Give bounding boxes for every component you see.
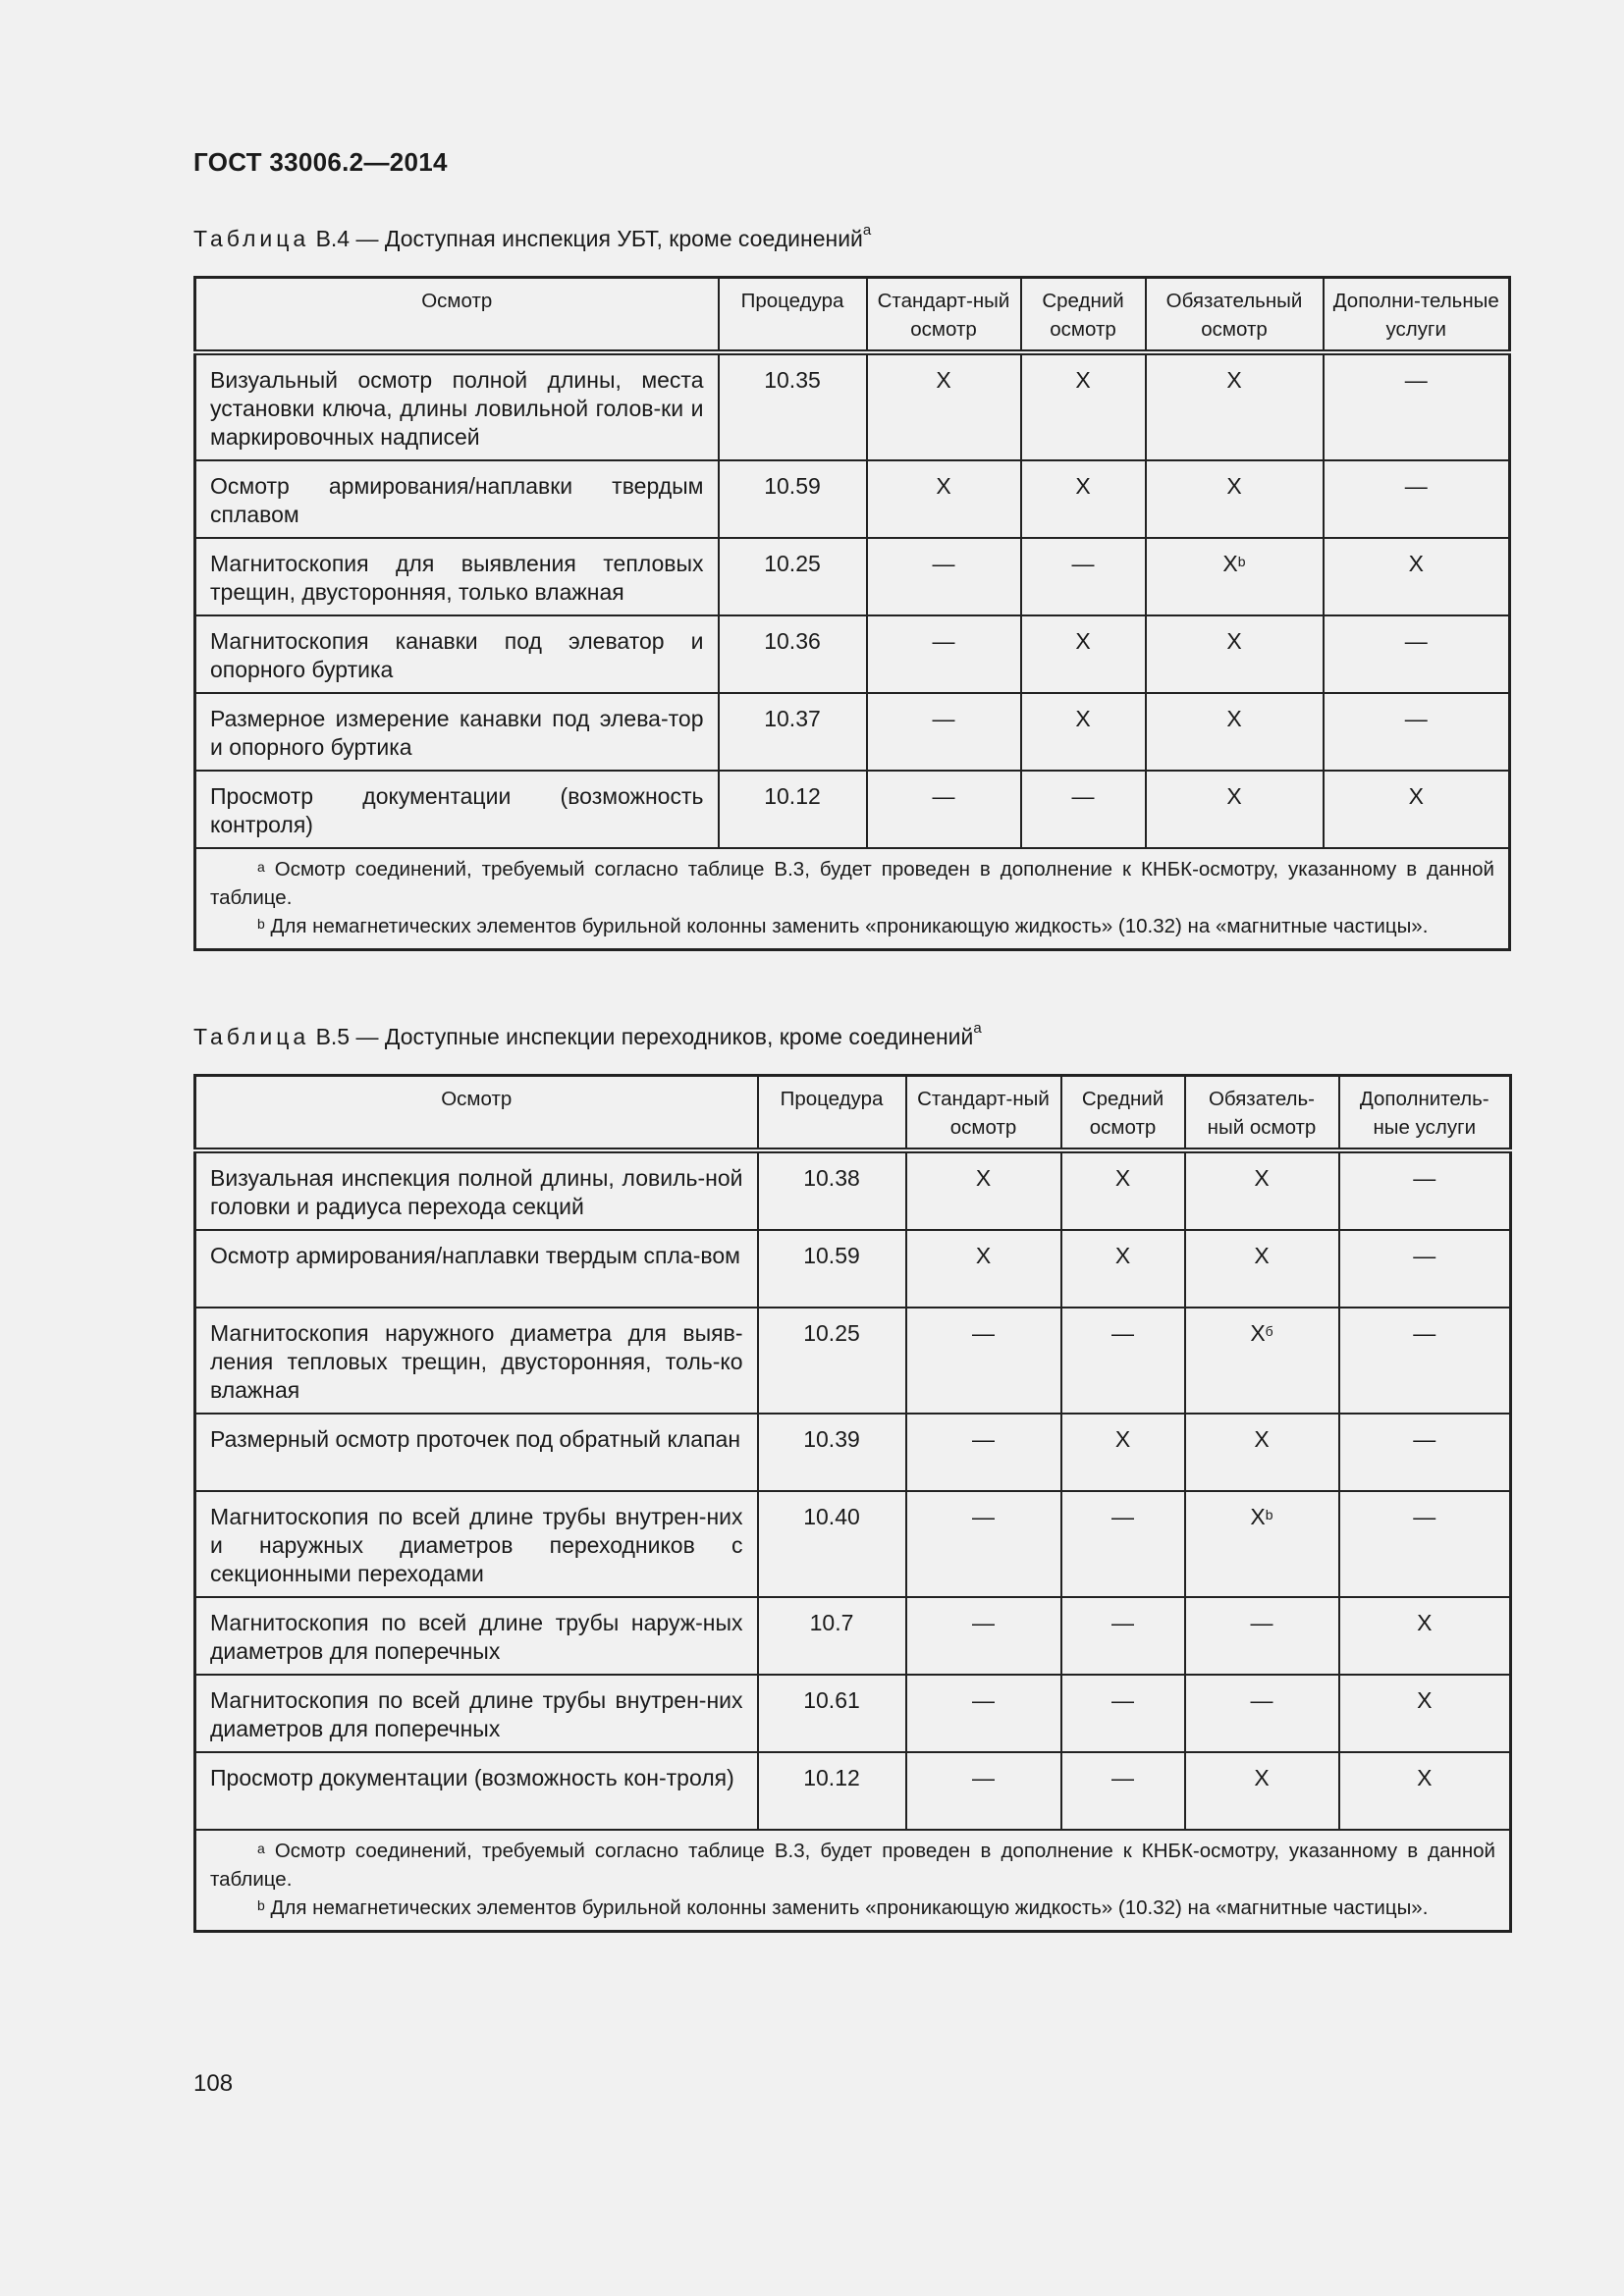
cell-additional-value: — xyxy=(1413,1320,1436,1346)
table-footnotes xyxy=(195,848,1510,950)
cell-procedure-value: 10.39 xyxy=(803,1426,860,1452)
table-footnotes-row xyxy=(195,1830,1511,1932)
cell-medium-value: X xyxy=(1114,1165,1131,1191)
table-row xyxy=(195,1230,1511,1308)
cell-procedure xyxy=(719,693,867,771)
cell-inspection-value: Визуальный осмотр полной длины, места установки ключа, длины ловильной голов-ки и маркировочных надписей xyxy=(210,367,704,450)
footnote-a-text: Осмотр соединений, требуемый согласно таблице В.3, будет проведен в дополнение к КНБК-осмотру, указанному в данной таблице. xyxy=(210,1840,1496,1891)
cell-inspection xyxy=(195,538,719,615)
cell-mandatory xyxy=(1185,1414,1339,1491)
cell-procedure-value: 10.59 xyxy=(764,473,821,499)
table-row xyxy=(195,1308,1511,1414)
cell-medium xyxy=(1021,352,1146,460)
cell-standard xyxy=(906,1752,1061,1830)
table-footnotes xyxy=(195,1830,1511,1932)
cell-medium-value: X xyxy=(1075,367,1091,393)
cell-additional-value: — xyxy=(1404,367,1428,393)
cell-inspection xyxy=(195,460,719,538)
cell-standard xyxy=(867,771,1021,848)
cell-additional xyxy=(1339,1675,1511,1752)
col-header-inspection: Осмотр xyxy=(195,278,719,353)
cell-additional-value: X xyxy=(1408,551,1424,576)
cell-additional-value: X xyxy=(1417,1610,1433,1635)
cell-additional xyxy=(1324,771,1510,848)
footnote-b xyxy=(210,1894,1495,1922)
cell-inspection-value: Визуальная инспекция полной длины, ловиль-ной головки и радиуса перехода секций xyxy=(210,1165,743,1219)
cell-procedure-value: 10.38 xyxy=(803,1165,860,1191)
cell-medium-value: X xyxy=(1075,628,1091,654)
cell-inspection-value: Просмотр документации (возможность кон-троля) xyxy=(210,1765,734,1790)
cell-mandatory-value: X xyxy=(1226,628,1242,654)
cell-procedure xyxy=(719,771,867,848)
cell-mandatory-value: X xyxy=(1226,367,1242,393)
table-row xyxy=(195,352,1510,460)
cell-inspection-value: Размерный осмотр проточек под обратный клапан xyxy=(210,1426,741,1452)
cell-procedure xyxy=(758,1308,906,1414)
cell-procedure-value: 10.59 xyxy=(803,1243,860,1268)
cell-standard-value: — xyxy=(972,1687,995,1713)
cell-mandatory xyxy=(1185,1675,1339,1752)
cell-standard-value: — xyxy=(932,551,955,576)
cell-medium xyxy=(1061,1675,1185,1752)
cell-procedure-value: 10.25 xyxy=(764,551,821,576)
cell-procedure xyxy=(719,538,867,615)
footnote-b-text: Для немагнетических элементов бурильной колонны заменить «проникающую жидкость» (10.32) на «магнитные частицы». xyxy=(270,1896,1429,1919)
cell-medium-value: X xyxy=(1075,706,1091,731)
table-row xyxy=(195,1491,1511,1597)
cell-standard xyxy=(867,460,1021,538)
cell-inspection-value: Размерное измерение канавки под элева-тор и опорного буртика xyxy=(210,706,704,760)
table-row xyxy=(195,1752,1511,1830)
cell-procedure-value: 10.12 xyxy=(803,1765,860,1790)
col-header-procedure: Процедура xyxy=(719,278,867,353)
document-header: ГОСТ 33006.2—2014 xyxy=(193,147,448,177)
cell-additional xyxy=(1324,693,1510,771)
footnote-b-mark: b xyxy=(257,916,265,932)
cell-medium-value: X xyxy=(1114,1426,1131,1452)
cell-mandatory xyxy=(1185,1752,1339,1830)
cell-mandatory xyxy=(1146,693,1324,771)
cell-standard xyxy=(906,1491,1061,1597)
col-header-inspection: Осмотр xyxy=(195,1076,758,1151)
cell-mandatory-value: X xyxy=(1254,1765,1270,1790)
footnote-a xyxy=(210,1837,1495,1894)
table-row xyxy=(195,1675,1511,1752)
col-header-medium: Средний осмотр xyxy=(1061,1076,1185,1151)
cell-inspection xyxy=(195,771,719,848)
col-header-additional: Дополни-тельные услуги xyxy=(1324,278,1510,353)
cell-mandatory-value: X xyxy=(1250,1320,1266,1346)
cell-standard-value: X xyxy=(936,473,951,499)
cell-inspection xyxy=(195,693,719,771)
cell-medium xyxy=(1021,771,1146,848)
cell-additional-value: — xyxy=(1413,1243,1436,1268)
cell-medium-value: — xyxy=(1111,1765,1134,1790)
cell-standard xyxy=(906,1230,1061,1308)
cell-standard-value: — xyxy=(972,1610,995,1635)
cell-inspection-value: Магнитоскопия канавки под элеватор и опорного буртика xyxy=(210,628,704,682)
cell-standard-value: X xyxy=(975,1243,992,1268)
cell-medium xyxy=(1021,538,1146,615)
cell-mandatory xyxy=(1146,771,1324,848)
cell-additional xyxy=(1324,460,1510,538)
cell-additional xyxy=(1339,1308,1511,1414)
footnote-b-text: Для немагнетических элементов бурильной колонны заменить «проникающую жидкость» (10.32) на «магнитные частицы». xyxy=(270,915,1429,937)
footnote-b xyxy=(210,912,1494,940)
col-header-medium: Средний осмотр xyxy=(1021,278,1146,353)
footnote-a-mark: a xyxy=(257,1841,265,1856)
cell-inspection-value: Магнитоскопия наружного диаметра для выяв-ления тепловых трещин, двусторонняя, толь-ко влажная xyxy=(210,1320,743,1403)
cell-procedure xyxy=(719,615,867,693)
cell-medium-value: — xyxy=(1111,1687,1134,1713)
cell-standard-value: — xyxy=(932,706,955,731)
col-header-additional: Дополнитель-ные услуги xyxy=(1339,1076,1511,1151)
table-row xyxy=(195,460,1510,538)
cell-inspection-value: Осмотр армирования/наплавки твердым спла-вом xyxy=(210,1243,740,1268)
cell-inspection xyxy=(195,1597,758,1675)
cell-standard xyxy=(867,538,1021,615)
cell-medium-value: — xyxy=(1071,551,1095,576)
cell-medium-value: X xyxy=(1114,1243,1131,1268)
cell-inspection xyxy=(195,1414,758,1491)
cell-additional-value: — xyxy=(1413,1504,1436,1529)
cell-inspection-value: Просмотр документации (возможность контроля) xyxy=(210,783,704,837)
cell-inspection xyxy=(195,615,719,693)
cell-medium xyxy=(1061,1414,1185,1491)
cell-standard-value: — xyxy=(972,1426,995,1452)
cell-medium xyxy=(1061,1597,1185,1675)
cell-inspection xyxy=(195,1752,758,1830)
table-row xyxy=(195,615,1510,693)
col-header-standard: Стандарт-ный осмотр xyxy=(867,278,1021,353)
footnote-mark: b xyxy=(1237,554,1246,569)
cell-additional xyxy=(1324,538,1510,615)
cell-additional xyxy=(1339,1414,1511,1491)
cell-mandatory xyxy=(1146,460,1324,538)
cell-medium-value: X xyxy=(1075,473,1091,499)
cell-additional-value: — xyxy=(1413,1426,1436,1452)
cell-procedure-value: 10.36 xyxy=(764,628,821,654)
cell-medium xyxy=(1021,693,1146,771)
footnote-a-mark: a xyxy=(257,859,265,875)
cell-inspection-value: Магнитоскопия по всей длине трубы внутрен-них диаметров для поперечных xyxy=(210,1687,743,1741)
cell-standard xyxy=(906,1150,1061,1230)
cell-standard-value: — xyxy=(932,628,955,654)
cell-mandatory xyxy=(1185,1308,1339,1414)
cell-medium-value: — xyxy=(1071,783,1095,809)
footnote-a-text: Осмотр соединений, требуемый согласно таблице В.3, будет проведен в дополнение к КНБК-осмотру, указанному в данной таблице. xyxy=(210,858,1494,909)
cell-procedure-value: 10.40 xyxy=(803,1504,860,1529)
table-header-row xyxy=(195,1076,1511,1151)
table-b5-caption xyxy=(193,1020,982,1050)
table-b5 xyxy=(193,1074,1512,1933)
caption-text: В.5 — Доступные инспекции переходников, кроме соединений xyxy=(315,1024,974,1049)
table-row xyxy=(195,693,1510,771)
cell-inspection-value: Осмотр армирования/наплавки твердым сплавом xyxy=(210,473,704,527)
cell-additional xyxy=(1324,615,1510,693)
cell-inspection-value: Магнитоскопия для выявления тепловых трещин, двусторонняя, только влажная xyxy=(210,551,704,605)
cell-procedure-value: 10.25 xyxy=(803,1320,860,1346)
cell-inspection xyxy=(195,1675,758,1752)
cell-standard xyxy=(906,1414,1061,1491)
cell-mandatory xyxy=(1185,1230,1339,1308)
cell-standard xyxy=(867,615,1021,693)
table-row xyxy=(195,1414,1511,1491)
cell-standard xyxy=(906,1675,1061,1752)
footnote-a xyxy=(210,855,1494,912)
cell-mandatory-value: — xyxy=(1250,1610,1273,1635)
cell-additional xyxy=(1339,1491,1511,1597)
cell-mandatory-value: X xyxy=(1226,706,1242,731)
cell-mandatory xyxy=(1185,1597,1339,1675)
footnote-mark: b xyxy=(1265,1507,1273,1522)
cell-medium xyxy=(1061,1230,1185,1308)
cell-additional xyxy=(1339,1597,1511,1675)
cell-inspection-value: Магнитоскопия по всей длине трубы внутрен-них и наружных диаметров переходников с секционными переходами xyxy=(210,1504,743,1586)
cell-standard xyxy=(906,1308,1061,1414)
cell-mandatory xyxy=(1146,352,1324,460)
cell-standard-value: — xyxy=(972,1765,995,1790)
cell-standard-value: X xyxy=(936,367,951,393)
cell-medium xyxy=(1061,1752,1185,1830)
cell-standard-value: — xyxy=(972,1320,995,1346)
cell-mandatory xyxy=(1185,1150,1339,1230)
col-header-mandatory: Обязательный осмотр xyxy=(1146,278,1324,353)
cell-additional xyxy=(1339,1752,1511,1830)
cell-additional-value: — xyxy=(1413,1165,1436,1191)
cell-mandatory-value: X xyxy=(1250,1504,1266,1529)
cell-mandatory xyxy=(1146,615,1324,693)
cell-standard-value: — xyxy=(932,783,955,809)
footnote-mark: б xyxy=(1265,1323,1273,1339)
cell-procedure-value: 10.7 xyxy=(809,1610,854,1635)
caption-footnote-mark: a xyxy=(973,1020,982,1037)
cell-standard xyxy=(906,1597,1061,1675)
cell-inspection xyxy=(195,1230,758,1308)
cell-inspection xyxy=(195,352,719,460)
col-header-procedure: Процедура xyxy=(758,1076,906,1151)
cell-medium xyxy=(1021,615,1146,693)
cell-procedure-value: 10.61 xyxy=(803,1687,860,1713)
cell-procedure xyxy=(758,1752,906,1830)
cell-mandatory xyxy=(1185,1491,1339,1597)
cell-mandatory-value: X xyxy=(1254,1243,1270,1268)
caption-label: Таблица xyxy=(193,226,310,251)
table-row xyxy=(195,1150,1511,1230)
cell-additional xyxy=(1339,1230,1511,1308)
cell-additional-value: X xyxy=(1408,783,1424,809)
cell-medium xyxy=(1061,1491,1185,1597)
page-number: 108 xyxy=(193,2070,234,2097)
table-row xyxy=(195,1597,1511,1675)
cell-inspection xyxy=(195,1150,758,1230)
cell-mandatory-value: X xyxy=(1226,473,1242,499)
cell-inspection-value: Магнитоскопия по всей длине трубы наруж-ных диаметров для поперечных xyxy=(210,1610,743,1664)
footnote-b-mark: b xyxy=(257,1897,265,1913)
cell-medium xyxy=(1061,1308,1185,1414)
table-b4-caption xyxy=(193,222,872,252)
cell-medium-value: — xyxy=(1111,1320,1134,1346)
cell-standard xyxy=(867,693,1021,771)
cell-additional-value: — xyxy=(1404,706,1428,731)
cell-procedure xyxy=(758,1150,906,1230)
cell-medium xyxy=(1021,460,1146,538)
cell-standard xyxy=(867,352,1021,460)
table-row xyxy=(195,538,1510,615)
cell-procedure-value: 10.37 xyxy=(764,706,821,731)
cell-additional-value: X xyxy=(1417,1765,1433,1790)
cell-mandatory-value: X xyxy=(1226,783,1242,809)
cell-additional xyxy=(1339,1150,1511,1230)
cell-standard-value: X xyxy=(975,1165,992,1191)
cell-mandatory-value: X xyxy=(1254,1165,1270,1191)
col-header-mandatory: Обязатель-ный осмотр xyxy=(1185,1076,1339,1151)
table-footnotes-row xyxy=(195,848,1510,950)
cell-additional-value: — xyxy=(1404,473,1428,499)
cell-standard-value: — xyxy=(972,1504,995,1529)
caption-footnote-mark: a xyxy=(862,222,872,239)
cell-procedure xyxy=(758,1230,906,1308)
table-row xyxy=(195,771,1510,848)
cell-mandatory xyxy=(1146,538,1324,615)
cell-procedure xyxy=(719,352,867,460)
cell-inspection xyxy=(195,1308,758,1414)
cell-procedure-value: 10.12 xyxy=(764,783,821,809)
table-b4 xyxy=(193,276,1511,951)
cell-medium-value: — xyxy=(1111,1504,1134,1529)
cell-procedure xyxy=(719,460,867,538)
cell-procedure xyxy=(758,1491,906,1597)
cell-mandatory-value: X xyxy=(1222,551,1238,576)
cell-medium-value: — xyxy=(1111,1610,1134,1635)
cell-medium xyxy=(1061,1150,1185,1230)
cell-additional-value: X xyxy=(1417,1687,1433,1713)
col-header-standard: Стандарт-ный осмотр xyxy=(906,1076,1061,1151)
cell-procedure-value: 10.35 xyxy=(764,367,821,393)
caption-label: Таблица xyxy=(193,1024,310,1049)
cell-mandatory-value: — xyxy=(1250,1687,1273,1713)
cell-additional-value: — xyxy=(1404,628,1428,654)
caption-text: В.4 — Доступная инспекция УБТ, кроме соединений xyxy=(315,226,863,251)
cell-mandatory-value: X xyxy=(1254,1426,1270,1452)
cell-procedure xyxy=(758,1675,906,1752)
cell-procedure xyxy=(758,1597,906,1675)
cell-inspection xyxy=(195,1491,758,1597)
cell-additional xyxy=(1324,352,1510,460)
table-header-row xyxy=(195,278,1510,353)
cell-procedure xyxy=(758,1414,906,1491)
